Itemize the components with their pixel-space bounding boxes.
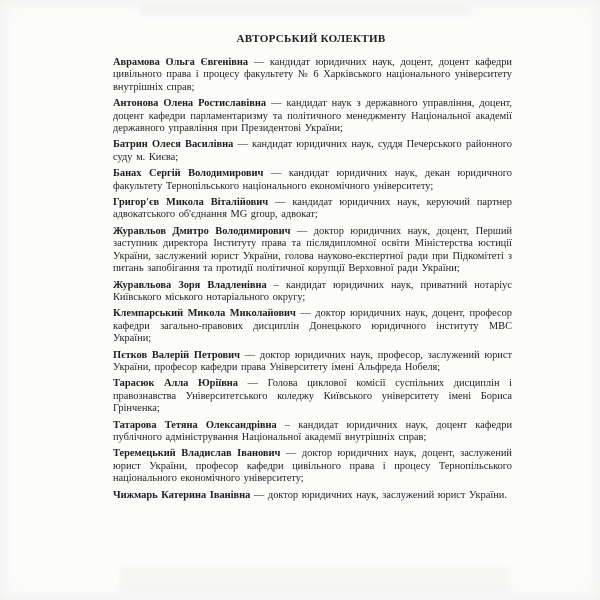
- author-list: [113, 57, 512, 506]
- author-entry: [113, 378, 512, 415]
- author-description: — Голова циклової комісії суспільних дисциплін і правознавства Університетського коледжу Київського університету імені Бориса Грінченка;: [113, 378, 512, 415]
- scan-artifact: [140, 6, 470, 16]
- author-entry: [113, 420, 512, 445]
- author-name: Антонова Олена Ростиславівна: [113, 98, 267, 110]
- scan-artifact: [120, 566, 510, 592]
- author-entry: [113, 280, 512, 305]
- author-entry: [113, 197, 512, 222]
- author-description: — кандидат юридичних наук, декан юридичного факультету Тернопільського національного економічного університету;: [113, 168, 512, 192]
- author-name: Аврамова Ольга Євгенівна: [113, 57, 249, 68]
- author-name: Клемпарський Микола Миколайович: [113, 308, 296, 320]
- author-entry: [113, 490, 512, 502]
- author-description: — доктор юридичних наук, доцент, заслужений юрист України, професор кафедри цивільного права і процесу Тернопільського національного економічного університету;: [113, 448, 512, 485]
- author-name: Пєтков Валерій Петрович: [113, 349, 240, 361]
- author-name: Батрин Олеся Василівна: [113, 139, 234, 151]
- author-description: – кандидат юридичних наук, приватний нотаріус Київського міського нотаріального округу;: [113, 279, 512, 303]
- author-name: Татарова Тетяна Олександрівна: [113, 419, 277, 431]
- author-entry: [113, 57, 512, 94]
- author-entry: [113, 226, 512, 276]
- author-description: — доктор юридичних наук, доцент, професор кафедри загально-правових дисциплін Донецького юридичного інституту МВС України;: [113, 308, 512, 345]
- author-name: Журавльова Зоря Владленівна: [113, 279, 267, 291]
- author-description: — кандидат юридичних наук, доцент, доцент кафедри цивільного права і процесу факультету № 6 Харківського національного університету внутрішніх справ;: [113, 57, 512, 93]
- author-entry: [113, 308, 512, 345]
- author-entry: [113, 168, 512, 193]
- author-name: Григор'єв Микола Віталійович: [113, 197, 269, 209]
- author-description: — доктор юридичних наук, професор, заслужений юрист України, професор кафедри права Університету імені Альфреда Нобеля;: [113, 349, 512, 373]
- author-entry: [113, 98, 512, 135]
- author-description: — кандидат наук з державного управління, доцент, доцент кафедри парламентаризму та політичного менеджменту Національної академії державного управління при Президентові України;: [113, 98, 512, 135]
- author-name: Банах Сергій Володимирович: [113, 168, 264, 180]
- author-description: — кандидат юридичних наук, керуючий партнер адвокатського об'єднання MG group, адвокат;: [113, 197, 512, 221]
- author-name: Журавльов Дмитро Володимирович: [113, 225, 291, 237]
- author-name: Тарасюк Алла Юріївна: [113, 378, 238, 390]
- author-description: — доктор юридичних наук, доцент, Перший заступник директора Інституту права та післядипломної освіти Міністерства юстиції України, заслужений юрист України, голова науково-експертної ради при Підкомітеті з питань запобігання та протидії політичної корупції Верховної ради України;: [113, 225, 512, 275]
- author-name: Теремецький Владислав Іванович: [113, 448, 281, 460]
- author-entry: [113, 350, 512, 375]
- author-name: Чижмарь Катерина Іванівна: [113, 489, 251, 501]
- author-description: – кандидат юридичних наук, доцент кафедри публічного адміністрування Національної академії внутрішніх справ;: [113, 419, 512, 443]
- author-entry: [113, 448, 512, 485]
- author-entry: [113, 139, 512, 164]
- page-title: АВТОРСЬКИЙ КОЛЕКТИВ: [236, 33, 386, 45]
- author-description: — доктор юридичних наук, заслужений юрист України.: [250, 489, 507, 501]
- author-description: — кандидат юридичних наук, суддя Печерського районного суду м. Києва;: [113, 139, 512, 163]
